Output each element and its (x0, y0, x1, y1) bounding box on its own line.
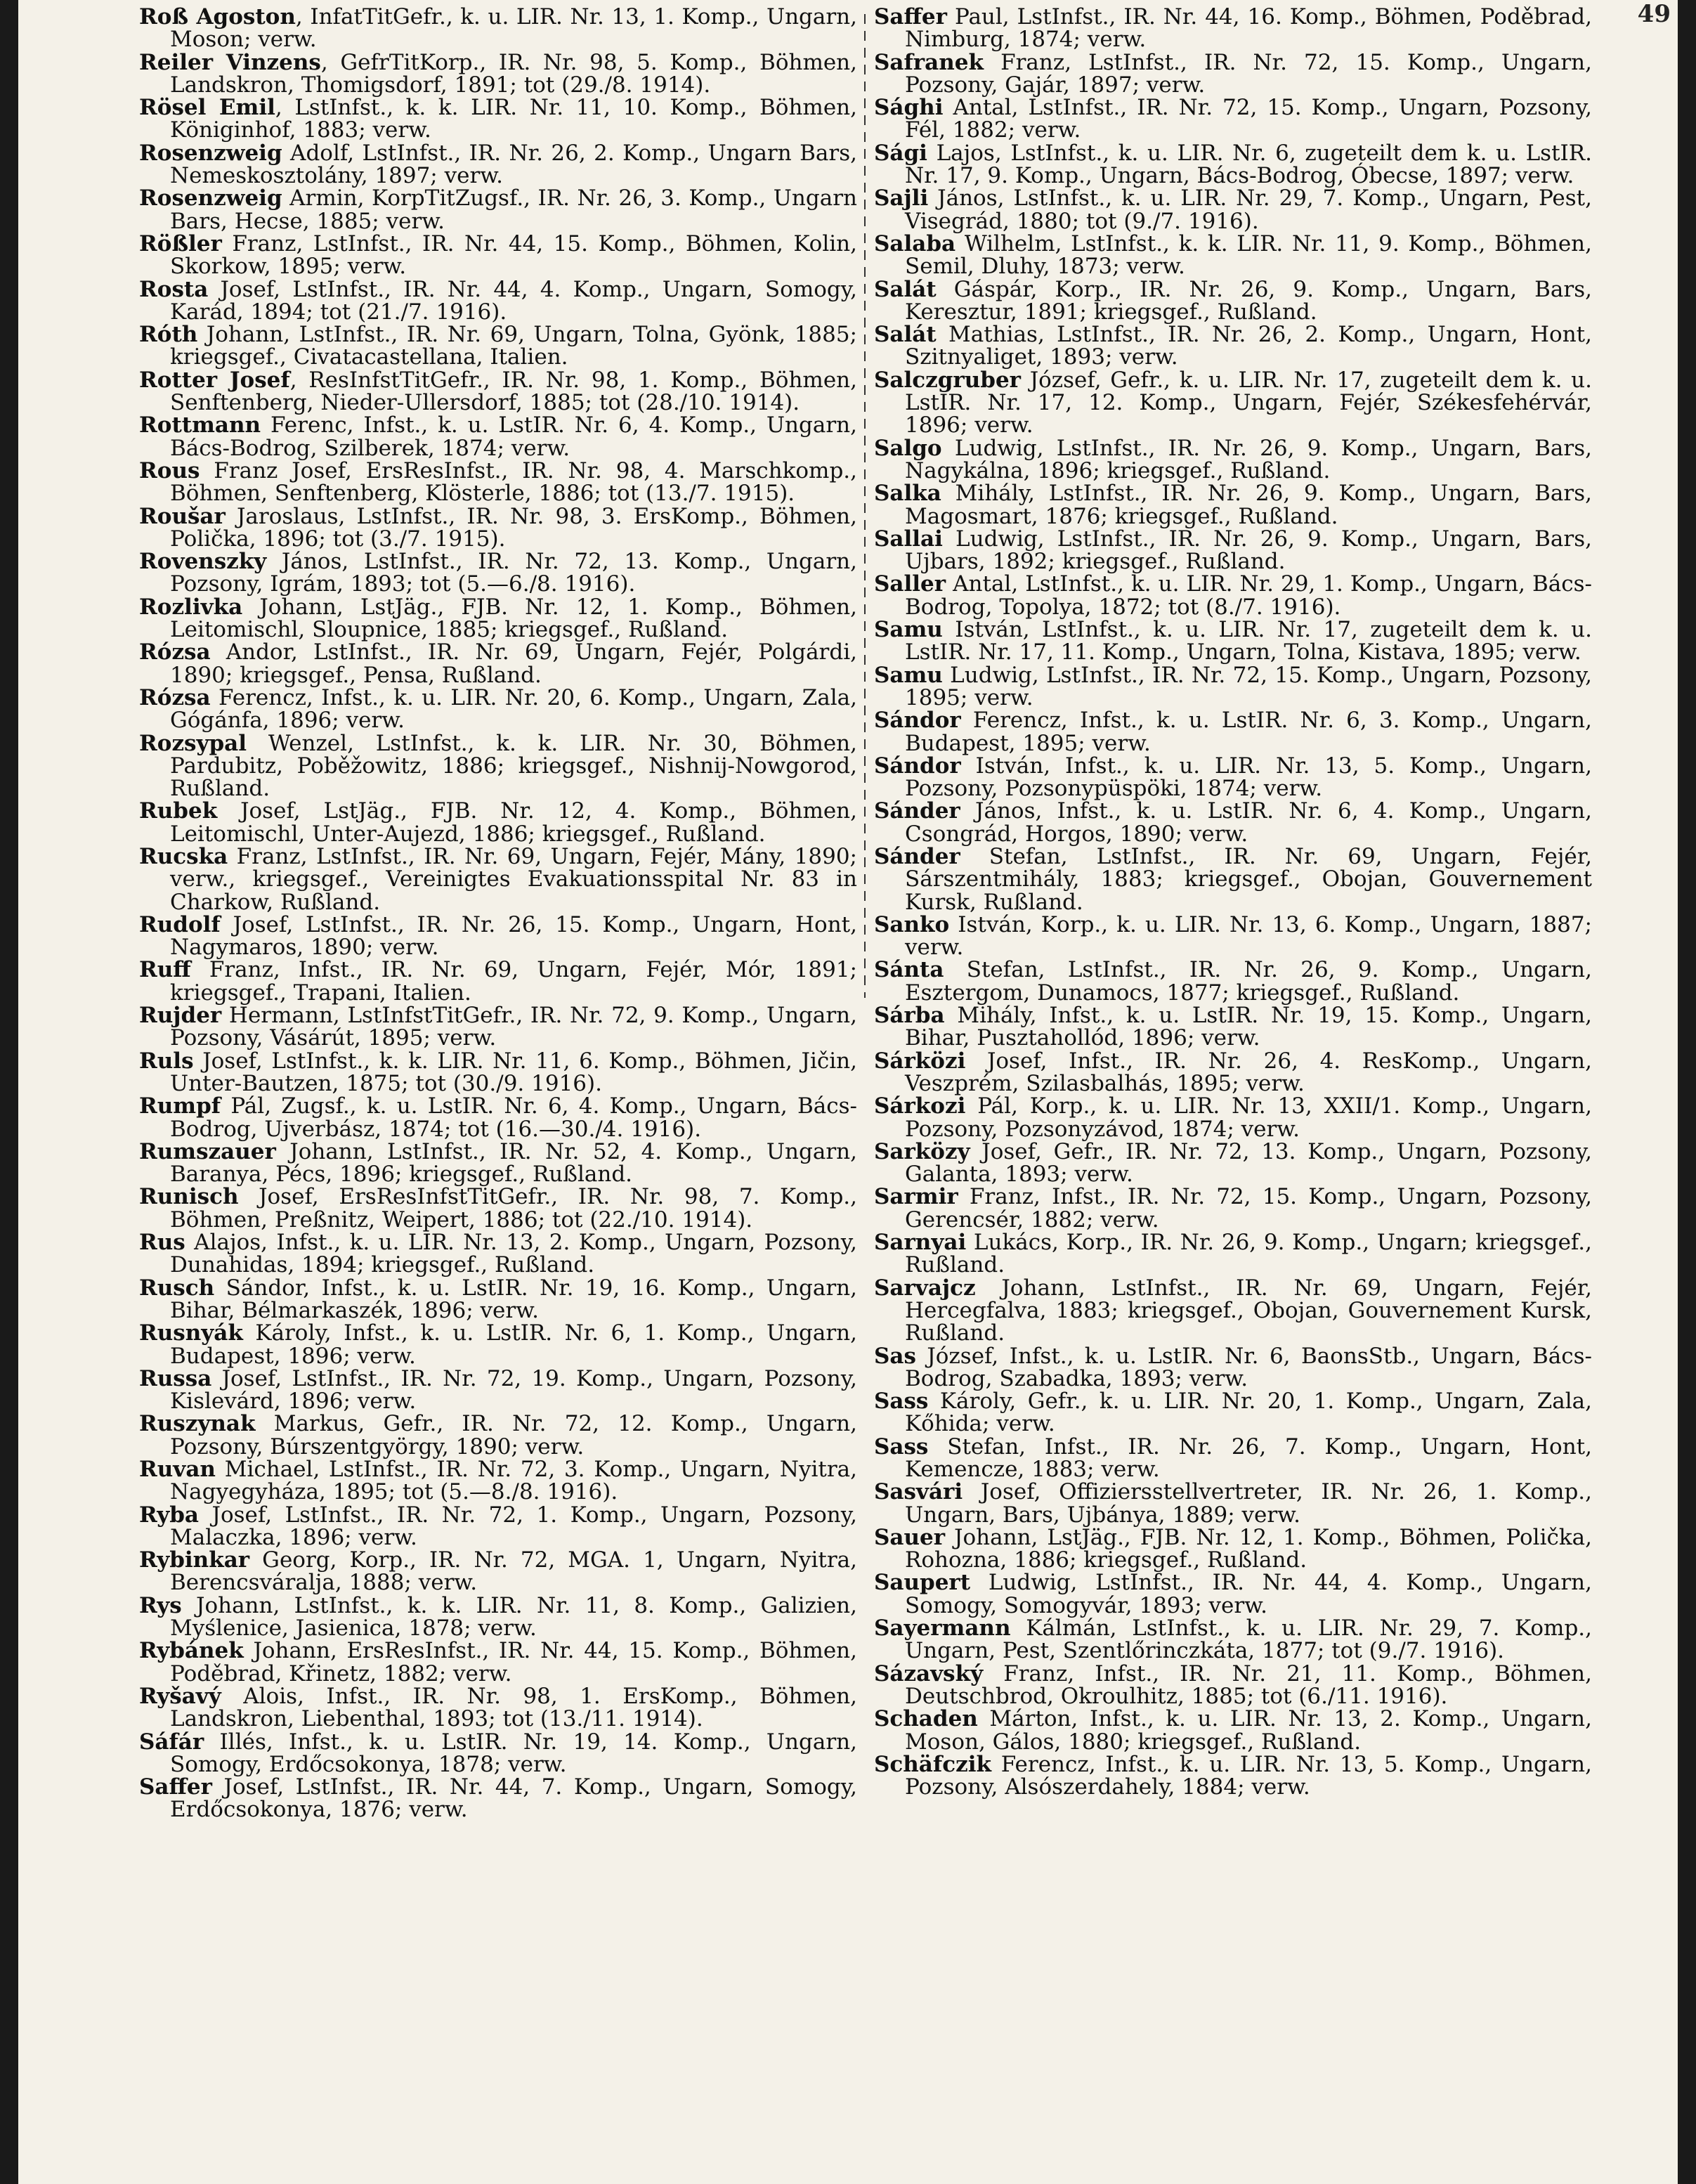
register-entry (874, 323, 1592, 369)
entry-details: Franz, LstInfst., IR. Nr. 44, 15. Komp., Böhmen, Kolin, Skorkow, 1895; verw. (170, 230, 857, 280)
register-entry (139, 1776, 857, 1821)
entry-name: Rujder (139, 1003, 222, 1029)
entry-details: Johann, ErsResInfst., IR. Nr. 44, 15. Komp., Böhmen, Poděbrad, Křinetz, 1882; verw. (170, 1638, 857, 1686)
entry-details: Gáspár, Korp., IR. Nr. 26, 9. Komp., Ungarn, Bars, Keresztur, 1891; kriegsgef., Rußland. (905, 276, 1592, 325)
entry-details: Johann, LstInfst., IR. Nr. 69, Ungarn, Fejér, Hercegfalva, 1883; kriegsgef., Obojan, Gouvernement Kursk, Rußland. (905, 1275, 1592, 1346)
entry-name: Rus (139, 1230, 185, 1256)
register-entry (139, 1594, 857, 1640)
entry-name: Sass (874, 1389, 929, 1415)
entry-details: Ludwig, LstInfst., IR. Nr. 26, 9. Komp., Ungarn, Bars, Nagykálna, 1896; kriegsgef., Rußland. (905, 435, 1592, 483)
register-entry (874, 664, 1592, 710)
register-entry (874, 1277, 1592, 1345)
entry-name: Sági (874, 140, 927, 166)
entry-details: Ferencz, Infst., k. u. LstIR. Nr. 6, 3. Komp., Ungarn, Budapest, 1895; verw. (905, 708, 1592, 756)
entry-details: Josef, LstInfst., k. k. LIR. Nr. 11, 6. Komp., Böhmen, Jičin, Unter-Bautzen, 1875; tot (30./9. 1916). (170, 1048, 857, 1096)
entry-details: Michael, LstInfst., IR. Nr. 72, 3. Komp., Ungarn, Nyitra, Nagyegyháza, 1895; tot (5.—8./8. 1916). (170, 1457, 857, 1505)
register-entry (139, 505, 857, 551)
entry-name: Sayermann (874, 1616, 1011, 1642)
entry-name: Salaba (874, 230, 956, 256)
entry-name: Salát (874, 276, 937, 302)
entry-name: Rózsa (139, 684, 211, 710)
entry-details: Josef, ErsResInfstTitGefr., IR. Nr. 98, 7. Komp., Böhmen, Preßnitz, Weipert, 1886; tot (22./10. 1914). (170, 1184, 857, 1233)
entry-details: Hermann, LstInfstTitGefr., IR. Nr. 72, 9. Komp., Ungarn, Pozsony, Vásárút, 1895; verw. (170, 1003, 857, 1051)
entry-name: Sass (874, 1434, 929, 1460)
entry-name: Roušar (139, 503, 226, 529)
register-entry (139, 323, 857, 369)
entry-details: Pál, Korp., k. u. LIR. Nr. 13, XXII/1. Komp., Ungarn, Pozsony, Pozsonyzávod, 1874; verw. (905, 1093, 1592, 1142)
entry-name: Rusch (139, 1275, 215, 1301)
register-entry (874, 6, 1592, 51)
entry-name: Sarközy (874, 1138, 970, 1164)
register-entry (139, 230, 857, 280)
entry-name: Ruvan (139, 1457, 216, 1482)
register-entry (874, 528, 1592, 573)
entry-name: Sándor (874, 708, 961, 734)
entry-name: Ryba (139, 1502, 199, 1528)
entry-name: Sánder (874, 798, 960, 824)
entry-name: Saupert (874, 1570, 971, 1596)
entry-name: Rotter Josef (139, 367, 290, 393)
register-entry (139, 1050, 857, 1096)
entry-name: Sasvári (874, 1479, 963, 1505)
register-entry (139, 457, 857, 507)
entry-name: Sázavský (874, 1660, 984, 1686)
register-entry (139, 1095, 857, 1140)
entry-name: Rusnyák (139, 1320, 243, 1346)
entry-name: Sarmir (874, 1184, 958, 1210)
entry-details: Adolf, LstInfst., IR. Nr. 26, 2. Komp., Ungarn Bars, Nemeskosztolány, 1897; verw. (170, 140, 857, 189)
register-entry (874, 96, 1592, 142)
entry-details: , LstInfst., k. k. LIR. Nr. 11, 10. Komp., Böhmen, Königinhof, 1883; verw. (170, 95, 857, 143)
entry-details: István, LstInfst., k. u. LIR. Nr. 17, zugeteilt dem k. u. LstIR. Nr. 17, 11. Komp., Ungarn, Tolna, Kistava, 1895; verw. (905, 617, 1592, 665)
entry-name: Sajli (874, 186, 929, 212)
entry-details: János, LstInfst., IR. Nr. 72, 13. Komp., Ungarn, Pozsony, Igrám, 1893; tot (5.—6./8. 1916). (170, 549, 857, 597)
register-entry (874, 1571, 1592, 1617)
entry-name: Saffer (874, 4, 947, 30)
entry-name: Rybinkar (139, 1547, 250, 1573)
register-entry (139, 142, 857, 188)
register-entry (139, 911, 857, 961)
entry-name: Ruff (139, 957, 191, 983)
entry-details: János, LstInfst., k. u. LIR. Nr. 29, 7. Komp., Ungarn, Pest, Visegrád, 1880; tot (9./7. 1916). (905, 186, 1592, 234)
entry-name: Rozlivka (139, 594, 243, 620)
entry-name: Ruls (139, 1048, 194, 1074)
entry-name: Runisch (139, 1184, 239, 1210)
register-entry (874, 755, 1592, 800)
register-entry (874, 1140, 1592, 1186)
entry-details: József, Infst., k. u. LstIR. Nr. 6, BaonsStb., Ungarn, Bács-Bodrog, Szabadka, 1893; verw. (905, 1343, 1592, 1391)
entry-details: József, Gefr., k. u. LIR. Nr. 17, zugeteilt dem k. u. LstIR. Nr. 17, 12. Komp., Ungarn, Fejér, Székesfehérvár, 1896; verw. (905, 367, 1592, 438)
entry-details: Pál, Zugsf., k. u. LstIR. Nr. 6, 4. Komp., Ungarn, Bács-Bodrog, Ujverbász, 1874; tot (16.—30./4. 1916). (170, 1093, 857, 1142)
entry-details: Sándor, Infst., k. u. LstIR. Nr. 19, 16. Komp., Ungarn, Bihar, Bélmarkaszék, 1896; verw. (170, 1275, 857, 1323)
entry-name: Rottmann (139, 412, 261, 438)
entry-details: Andor, LstInfst., IR. Nr. 69, Ungarn, Fejér, Polgárdi, 1890; kriegsgef., Pensa, Rußland. (170, 639, 857, 688)
entry-details: Franz, Infst., IR. Nr. 72, 15. Komp., Ungarn, Pozsony, Gerencsér, 1882; verw. (905, 1184, 1592, 1233)
register-entry (874, 958, 1592, 1004)
entry-details: Josef, LstInfst., IR. Nr. 44, 4. Komp., Ungarn, Somogy, Karád, 1894; tot (21./7. 1916). (170, 276, 857, 325)
register-entry (139, 1367, 857, 1413)
entry-name: Reiler Vinzens (139, 49, 321, 75)
register-entry (874, 482, 1592, 528)
entry-name: Rosta (139, 276, 209, 302)
entry-name: Rosenzweig (139, 140, 282, 166)
entry-details: Stefan, Infst., IR. Nr. 26, 7. Komp., Ungarn, Hont, Kemencze, 1883; verw. (905, 1434, 1592, 1482)
entry-details: , InfatTitGefr., k. u. LIR. Nr. 13, 1. Komp., Ungarn, Moson; verw. (170, 4, 857, 53)
entry-details: Alajos, Infst., k. u. LIR. Nr. 13, 2. Komp., Ungarn, Pozsony, Dunahidas, 1894; kriegsgef., Rußland. (170, 1230, 857, 1278)
register-entry (874, 911, 1592, 961)
entry-name: Rumszauer (139, 1138, 276, 1164)
entry-name: Salgo (874, 435, 942, 461)
entry-name: Rous (139, 457, 200, 483)
entry-details: Stefan, LstInfst., IR. Nr. 26, 9. Komp., Ungarn, Esztergom, Dunamocs, 1877; kriegsgef., Rußland. (905, 957, 1592, 1006)
register-entry (139, 1412, 857, 1458)
entry-name: Sarnyai (874, 1230, 967, 1256)
entry-details: Franz, Infst., IR. Nr. 69, Ungarn, Fejér, Mór, 1891; kriegsgef., Trapani, Italien. (170, 957, 857, 1006)
document-page (18, 0, 1678, 2184)
register-entry (874, 1095, 1592, 1140)
entry-details: Mihály, Infst., k. u. LstIR. Nr. 19, 15. Komp., Ungarn, Bihar, Pusztahollód, 1896; verw. (905, 1003, 1592, 1051)
entry-details: Jaroslaus, LstInfst., IR. Nr. 98, 3. ErsKomp., Böhmen, Polička, 1896; tot (3./7. 1915). (170, 503, 857, 552)
register-entry (139, 414, 857, 460)
register-entry (139, 1685, 857, 1731)
register-entry (139, 800, 857, 845)
entry-details: Johann, LstJäg., FJB. Nr. 12, 1. Komp., Böhmen, Polička, Rohozna, 1886; kriegsgef., Rußland. (905, 1524, 1592, 1573)
register-entry (874, 1617, 1592, 1663)
register-entry (874, 1050, 1592, 1096)
entry-details: Ludwig, LstInfst., IR. Nr. 26, 9. Komp., Ungarn, Bars, Ujbars, 1892; kriegsgef., Rußland. (905, 526, 1592, 575)
entry-name: Sághi (874, 95, 944, 121)
entry-name: Salát (874, 322, 937, 348)
register-entry (874, 709, 1592, 755)
entry-details: Johann, LstInfst., IR. Nr. 52, 4. Komp., Ungarn, Baranya, Pécs, 1896; kriegsgef., Rußland. (170, 1138, 857, 1188)
register-entry (139, 1458, 857, 1504)
entry-details: Ferencz, Infst., k. u. LIR. Nr. 20, 6. Komp., Ungarn, Zala, Gógánfa, 1896; verw. (170, 684, 857, 734)
entry-name: Safranek (874, 49, 984, 75)
register-entry (139, 6, 857, 51)
entry-name: Saffer (139, 1774, 212, 1800)
entry-name: Salka (874, 481, 941, 507)
entry-name: Schaden (874, 1706, 978, 1732)
register-entry (139, 1231, 857, 1277)
entry-name: Sánder (874, 843, 960, 869)
entry-name: Sarvajcz (874, 1275, 976, 1301)
register-entry (139, 1185, 857, 1231)
entry-name: Saller (874, 571, 946, 597)
register-entry (139, 1322, 857, 1367)
entry-details: Mihály, LstInfst., IR. Nr. 26, 9. Komp., Ungarn, Bars, Magosmart, 1876; kriegsgef., Rußland. (905, 481, 1592, 529)
entry-name: Sallai (874, 526, 943, 552)
entry-name: Rozsypal (139, 730, 247, 756)
register-entry (139, 278, 857, 324)
register-entry (139, 596, 857, 642)
entry-details: Márton, Infst., k. u. LIR. Nr. 13, 2. Komp., Ungarn, Moson, Gálos, 1880; kriegsgef., Rußland. (905, 1706, 1592, 1755)
register-entry (139, 845, 857, 914)
entry-details: István, Infst., k. u. LIR. Nr. 13, 5. Komp., Ungarn, Pozsony, Pozsonypüspöki, 1874; verw. (905, 753, 1592, 802)
entry-details: Josef, LstInfst., IR. Nr. 44, 7. Komp., Ungarn, Somogy, Erdőcsokonya, 1876; verw. (170, 1774, 857, 1823)
entry-details: Ferenc, Infst., k. u. LstIR. Nr. 6, 4. Komp., Ungarn, Bács-Bodrog, Szilberek, 1874; verw. (170, 412, 857, 461)
page-number: 49 (1637, 0, 1671, 28)
register-entry (874, 1004, 1592, 1050)
register-entry (139, 1504, 857, 1549)
register-entry (139, 958, 857, 1004)
entry-name: Schäfczik (874, 1751, 991, 1777)
register-entry (874, 845, 1592, 914)
entry-details: István, Korp., k. u. LIR. Nr. 13, 6. Komp., Ungarn, 1887; verw. (905, 911, 1592, 961)
entry-details: Josef, LstInfst., IR. Nr. 72, 1. Komp., Ungarn, Pozsony, Malaczka, 1896; verw. (170, 1502, 857, 1550)
entry-name: Sauer (874, 1524, 946, 1550)
entry-details: Lukács, Korp., IR. Nr. 26, 9. Komp., Ungarn; kriegsgef., Rußland. (905, 1230, 1592, 1278)
entry-details: Stefan, LstInfst., IR. Nr. 69, Ungarn, Fejér, Sárszentmihály, 1883; kriegsgef., Obojan, Gouvernement Kursk, Rußland. (905, 843, 1592, 915)
entry-name: Rubek (139, 798, 218, 824)
entry-details: Josef, LstJäg., FJB. Nr. 12, 4. Komp., Böhmen, Leitomischl, Unter-Aujezd, 1886; kriegsgef., Rußland. (170, 798, 857, 847)
register-entry (139, 1731, 857, 1776)
entry-details: Ferencz, Infst., k. u. LIR. Nr. 13, 5. Komp., Ungarn, Pozsony, Alsószerdahely, 1884; verw. (905, 1751, 1592, 1800)
entry-name: Sándor (874, 753, 961, 779)
entry-details: Josef, Infst., IR. Nr. 26, 4. ResKomp., Ungarn, Veszprém, Szilasbalhás, 1895; verw. (905, 1048, 1592, 1096)
entry-name: Salczgruber (874, 367, 1022, 393)
entry-details: Mathias, LstInfst., IR. Nr. 26, 2. Komp., Ungarn, Hont, Szitnyaliget, 1893; verw. (905, 322, 1592, 370)
entry-details: Josef, Offiziersstellvertreter, IR. Nr. 26, 1. Komp., Ungarn, Bars, Ujbánya, 1889; verw. (905, 1479, 1592, 1528)
register-entry (139, 51, 857, 97)
entry-details: Wilhelm, LstInfst., k. k. LIR. Nr. 11, 9. Komp., Böhmen, Semil, Dluhy, 1873; verw. (905, 230, 1592, 280)
entry-details: Franz, LstInfst., IR. Nr. 69, Ungarn, Fejér, Mány, 1890; verw., kriegsgef., Vereinigtes Evakuationsspital Nr. 83 in Charkow, Rußland. (170, 843, 857, 915)
register-entry (874, 1753, 1592, 1799)
entry-details: Johann, LstInfst., k. k. LIR. Nr. 11, 8. Komp., Galizien, Myślenice, Jasienica, 1878; verw. (170, 1592, 857, 1642)
register-entry (874, 573, 1592, 618)
entry-name: Roß Agoston (139, 4, 296, 30)
entry-details: Franz, LstInfst., IR. Nr. 72, 15. Komp., Ungarn, Pozsony, Gajár, 1897; verw. (905, 49, 1592, 98)
register-entry (874, 437, 1592, 483)
register-entry (139, 187, 857, 233)
entry-name: Rovenszky (139, 549, 267, 575)
entry-details: Lajos, LstInfst., k. u. LIR. Nr. 6, zugeteilt dem k. u. LstIR. Nr. 17, 9. Komp., Ungarn, Bács-Bodrog, Óbecse, 1897; verw. (905, 140, 1592, 189)
entry-details: Armin, KorpTitZugsf., IR. Nr. 26, 3. Komp., Ungarn Bars, Hecse, 1885; verw. (170, 186, 857, 234)
entry-name: Rys (139, 1592, 182, 1618)
entry-name: Samu (874, 617, 943, 643)
register-entry (874, 1231, 1592, 1277)
entry-details: Franz Josef, ErsResInfst., IR. Nr. 98, 4. Marschkomp., Böhmen, Senftenberg, Klösterle, 1886; tot (13./7. 1915). (170, 457, 857, 507)
register-entry (874, 1436, 1592, 1481)
entry-name: Sánta (874, 957, 944, 983)
entry-details: Antal, LstInfst., k. u. LIR. Nr. 29, 1. Komp., Ungarn, Bács-Bodrog, Topolya, 1872; tot (8./7. 1916). (905, 571, 1592, 620)
register-entry (139, 1639, 857, 1685)
register-entry (139, 1140, 857, 1186)
entry-details: Markus, Gefr., IR. Nr. 72, 12. Komp., Ungarn, Pozsony, Búrszentgyörgy, 1890; verw. (170, 1411, 857, 1460)
entry-details: Alois, Infst., IR. Nr. 98, 1. ErsKomp., Böhmen, Landskron, Liebenthal, 1893; tot (13./11. 1914). (170, 1683, 857, 1732)
entry-name: Rybánek (139, 1638, 244, 1664)
entry-name: Rucska (139, 843, 228, 869)
register-entry (874, 1390, 1592, 1436)
entry-name: Ryšavý (139, 1683, 221, 1709)
entry-details: Paul, LstInfst., IR. Nr. 44, 16. Komp., Böhmen, Poděbrad, Nimburg, 1874; verw. (905, 4, 1592, 53)
register-entry (874, 800, 1592, 845)
entry-name: Sárkozi (874, 1093, 966, 1119)
register-entry (139, 684, 857, 734)
entry-details: János, Infst., k. u. LstIR. Nr. 6, 4. Komp., Ungarn, Csongrád, Horgos, 1890; verw. (905, 798, 1592, 847)
entry-name: Sárba (874, 1003, 945, 1029)
entry-details: Illés, Infst., k. u. LstIR. Nr. 19, 14. Komp., Ungarn, Somogy, Erdőcsokonya, 1878; verw. (170, 1729, 857, 1777)
register-entry (874, 51, 1592, 97)
entry-name: Rózsa (139, 639, 211, 665)
register-entry (874, 187, 1592, 233)
entry-details: Josef, LstInfst., IR. Nr. 72, 19. Komp., Ungarn, Pozsony, Kislevárd, 1896; verw. (170, 1365, 857, 1415)
entry-details: Károly, Gefr., k. u. LIR. Nr. 20, 1. Komp., Ungarn, Zala, Kőhida; verw. (905, 1389, 1592, 1437)
entry-details: Ludwig, LstInfst., IR. Nr. 44, 4. Komp., Ungarn, Somogy, Somogyvár, 1893; verw. (905, 1570, 1592, 1618)
register-entry (874, 618, 1592, 664)
entry-name: Rößler (139, 230, 222, 256)
register-entry (874, 1526, 1592, 1572)
register-entry (139, 96, 857, 142)
register-entry (139, 1277, 857, 1322)
register-entry (874, 1660, 1592, 1709)
entry-name: Rumpf (139, 1093, 221, 1119)
entry-details: Kálmán, LstInfst., k. u. LIR. Nr. 29, 7. Komp., Ungarn, Pest, Szentlőrinczkáta, 1877; tot (9./7. 1916). (905, 1616, 1592, 1664)
entry-name: Rösel Emil (139, 95, 275, 121)
entry-name: Róth (139, 322, 198, 348)
register-entry (139, 369, 857, 415)
entry-details: Antal, LstInfst., IR. Nr. 72, 15. Komp., Ungarn, Pozsony, Fél, 1882; verw. (905, 95, 1592, 143)
entry-name: Sárközi (874, 1048, 966, 1074)
register-entry (139, 550, 857, 596)
register-entry (139, 1549, 857, 1594)
entry-details: Johann, LstInfst., IR. Nr. 69, Ungarn, Tolna, Gyönk, 1885; kriegsgef., Civatacastellana, Italien. (170, 322, 857, 370)
entry-details: Josef, LstInfst., IR. Nr. 26, 15. Komp., Ungarn, Hont, Nagymaros, 1890; verw. (170, 911, 857, 961)
register-entry (874, 142, 1592, 188)
register-entry (874, 1185, 1592, 1231)
entry-name: Sáfár (139, 1729, 204, 1755)
entry-name: Samu (874, 662, 943, 688)
register-entry (874, 278, 1592, 324)
register-entry (874, 1345, 1592, 1391)
entry-details: Wenzel, LstInfst., k. k. LIR. Nr. 30, Böhmen, Pardubitz, Poběžowitz, 1886; kriegsgef., Nishnij-Nowgorod, Rußland. (170, 730, 857, 802)
column-divider (864, 14, 866, 998)
entry-details: Franz, Infst., IR. Nr. 21, 11. Komp., Böhmen, Deutschbrod, Okroulhitz, 1885; tot (6./11. 1916). (905, 1660, 1592, 1709)
entry-name: Ruszynak (139, 1411, 256, 1437)
register-entry (139, 732, 857, 800)
entry-details: Károly, Infst., k. u. LstIR. Nr. 6, 1. Komp., Ungarn, Budapest, 1896; verw. (170, 1320, 857, 1369)
entry-details: Georg, Korp., IR. Nr. 72, MGA. 1, Ungarn, Nyitra, Berencsváralja, 1888; verw. (170, 1547, 857, 1596)
register-entry (139, 641, 857, 687)
entry-name: Rosenzweig (139, 186, 282, 212)
register-entry (874, 369, 1592, 437)
register-entry (874, 1481, 1592, 1526)
entry-details: , ResInfstTitGefr., IR. Nr. 98, 1. Komp., Böhmen, Senftenberg, Nieder-Ullersdorf, 1885; tot (28./10. 1914). (170, 367, 857, 416)
register-entry (139, 1004, 857, 1050)
entry-name: Sas (874, 1343, 916, 1369)
left-column (139, 6, 857, 1821)
entry-name: Russa (139, 1365, 212, 1391)
entry-details: Johann, LstJäg., FJB. Nr. 12, 1. Komp., Böhmen, Leitomischl, Sloupnice, 1885; kriegsgef., Rußland. (170, 594, 857, 643)
entry-details: Josef, Gefr., IR. Nr. 72, 13. Komp., Ungarn, Pozsony, Galanta, 1893; verw. (905, 1138, 1592, 1188)
entry-name: Sanko (874, 911, 950, 937)
register-entry (874, 230, 1592, 280)
right-column (874, 6, 1592, 1798)
entry-details: , GefrTitKorp., IR. Nr. 98, 5. Komp., Böhmen, Landskron, Thomigsdorf, 1891; tot (29./8. 1914). (170, 49, 858, 98)
entry-name: Rudolf (139, 911, 221, 937)
register-entry (874, 1708, 1592, 1753)
entry-details: Ludwig, LstInfst., IR. Nr. 72, 15. Komp., Ungarn, Pozsony, 1895; verw. (905, 662, 1592, 710)
